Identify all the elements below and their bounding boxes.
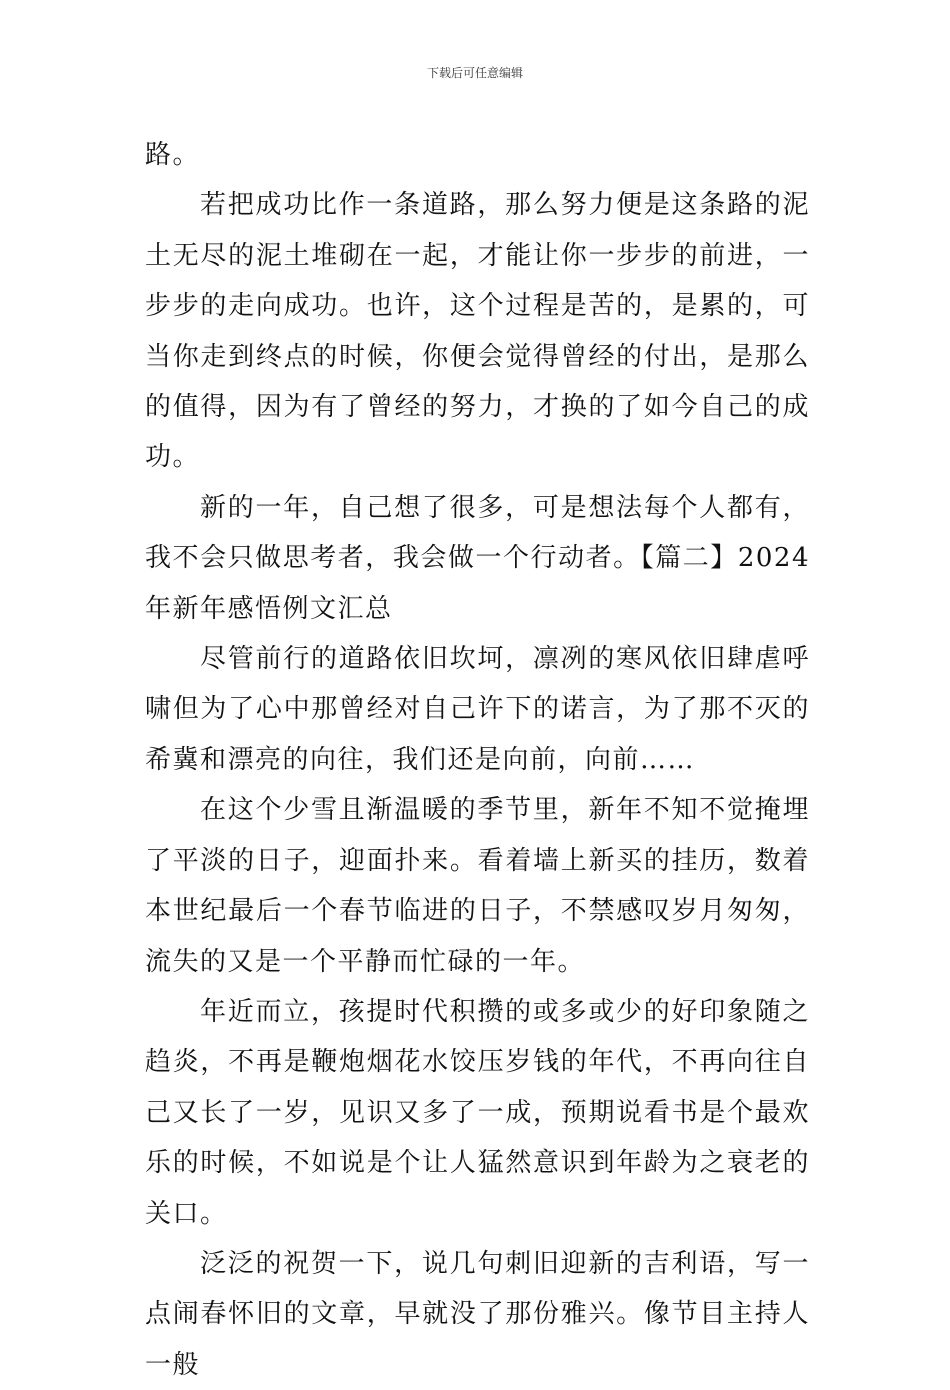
- page-header: 下载后可任意编辑: [426, 66, 523, 80]
- paragraph-warm-season: 在这个少雪且渐温暖的季节里，新年不知不觉掩埋了平淡的日子，迎面扑来。看着墙上新买的挂历，数着本世纪最后一个春节临进的日子，不禁感叹岁月匆匆，流失的又是一个平静而忙碌的一年。: [145, 795, 810, 977]
- paragraph-continuation: 路。: [145, 140, 201, 170]
- document-body: [145, 130, 810, 1390]
- paragraph-near-thirty: 年近而立，孩提时代积攒的或多或少的好印象随之趋炎，不再是鞭炮烟花水饺压岁钱的年代，不再向往自己又长了一岁，见识又多了一成，预期说看书是个最欢乐的时候，不如说是个让人猛然意识到年龄为之衰老的关口。: [145, 996, 810, 1229]
- paragraph-road-ahead: 尽管前行的道路依旧坎坷，凛冽的寒风依旧肆虐呼啸但为了心中那曾经对自己许下的诺言，为了那不灭的希冀和漂亮的向往，我们还是向前，向前……: [145, 644, 810, 775]
- paragraph-new-year-thoughts: 新的一年，自己想了很多，可是想法每个人都有，我不会只做思考者，我会做一个行动者。【篇二】2024年新年感悟例文汇总: [145, 492, 810, 624]
- paragraph-success-road: 若把成功比作一条道路，那么努力便是这条路的泥土无尽的泥土堆砌在一起，才能让你一步步的前进，一步步的走向成功。也许，这个过程是苦的，是累的，可当你走到终点的时候，你便会觉得曾经的付出，是那么的值得，因为有了曾经的努力，才换的了如今自己的成功。: [145, 190, 810, 473]
- paragraph-greetings: 泛泛的祝贺一下，说几句刺旧迎新的吉利语，写一点闹春怀旧的文章，早就没了那份雅兴。像节目主持人一般: [145, 1248, 810, 1380]
